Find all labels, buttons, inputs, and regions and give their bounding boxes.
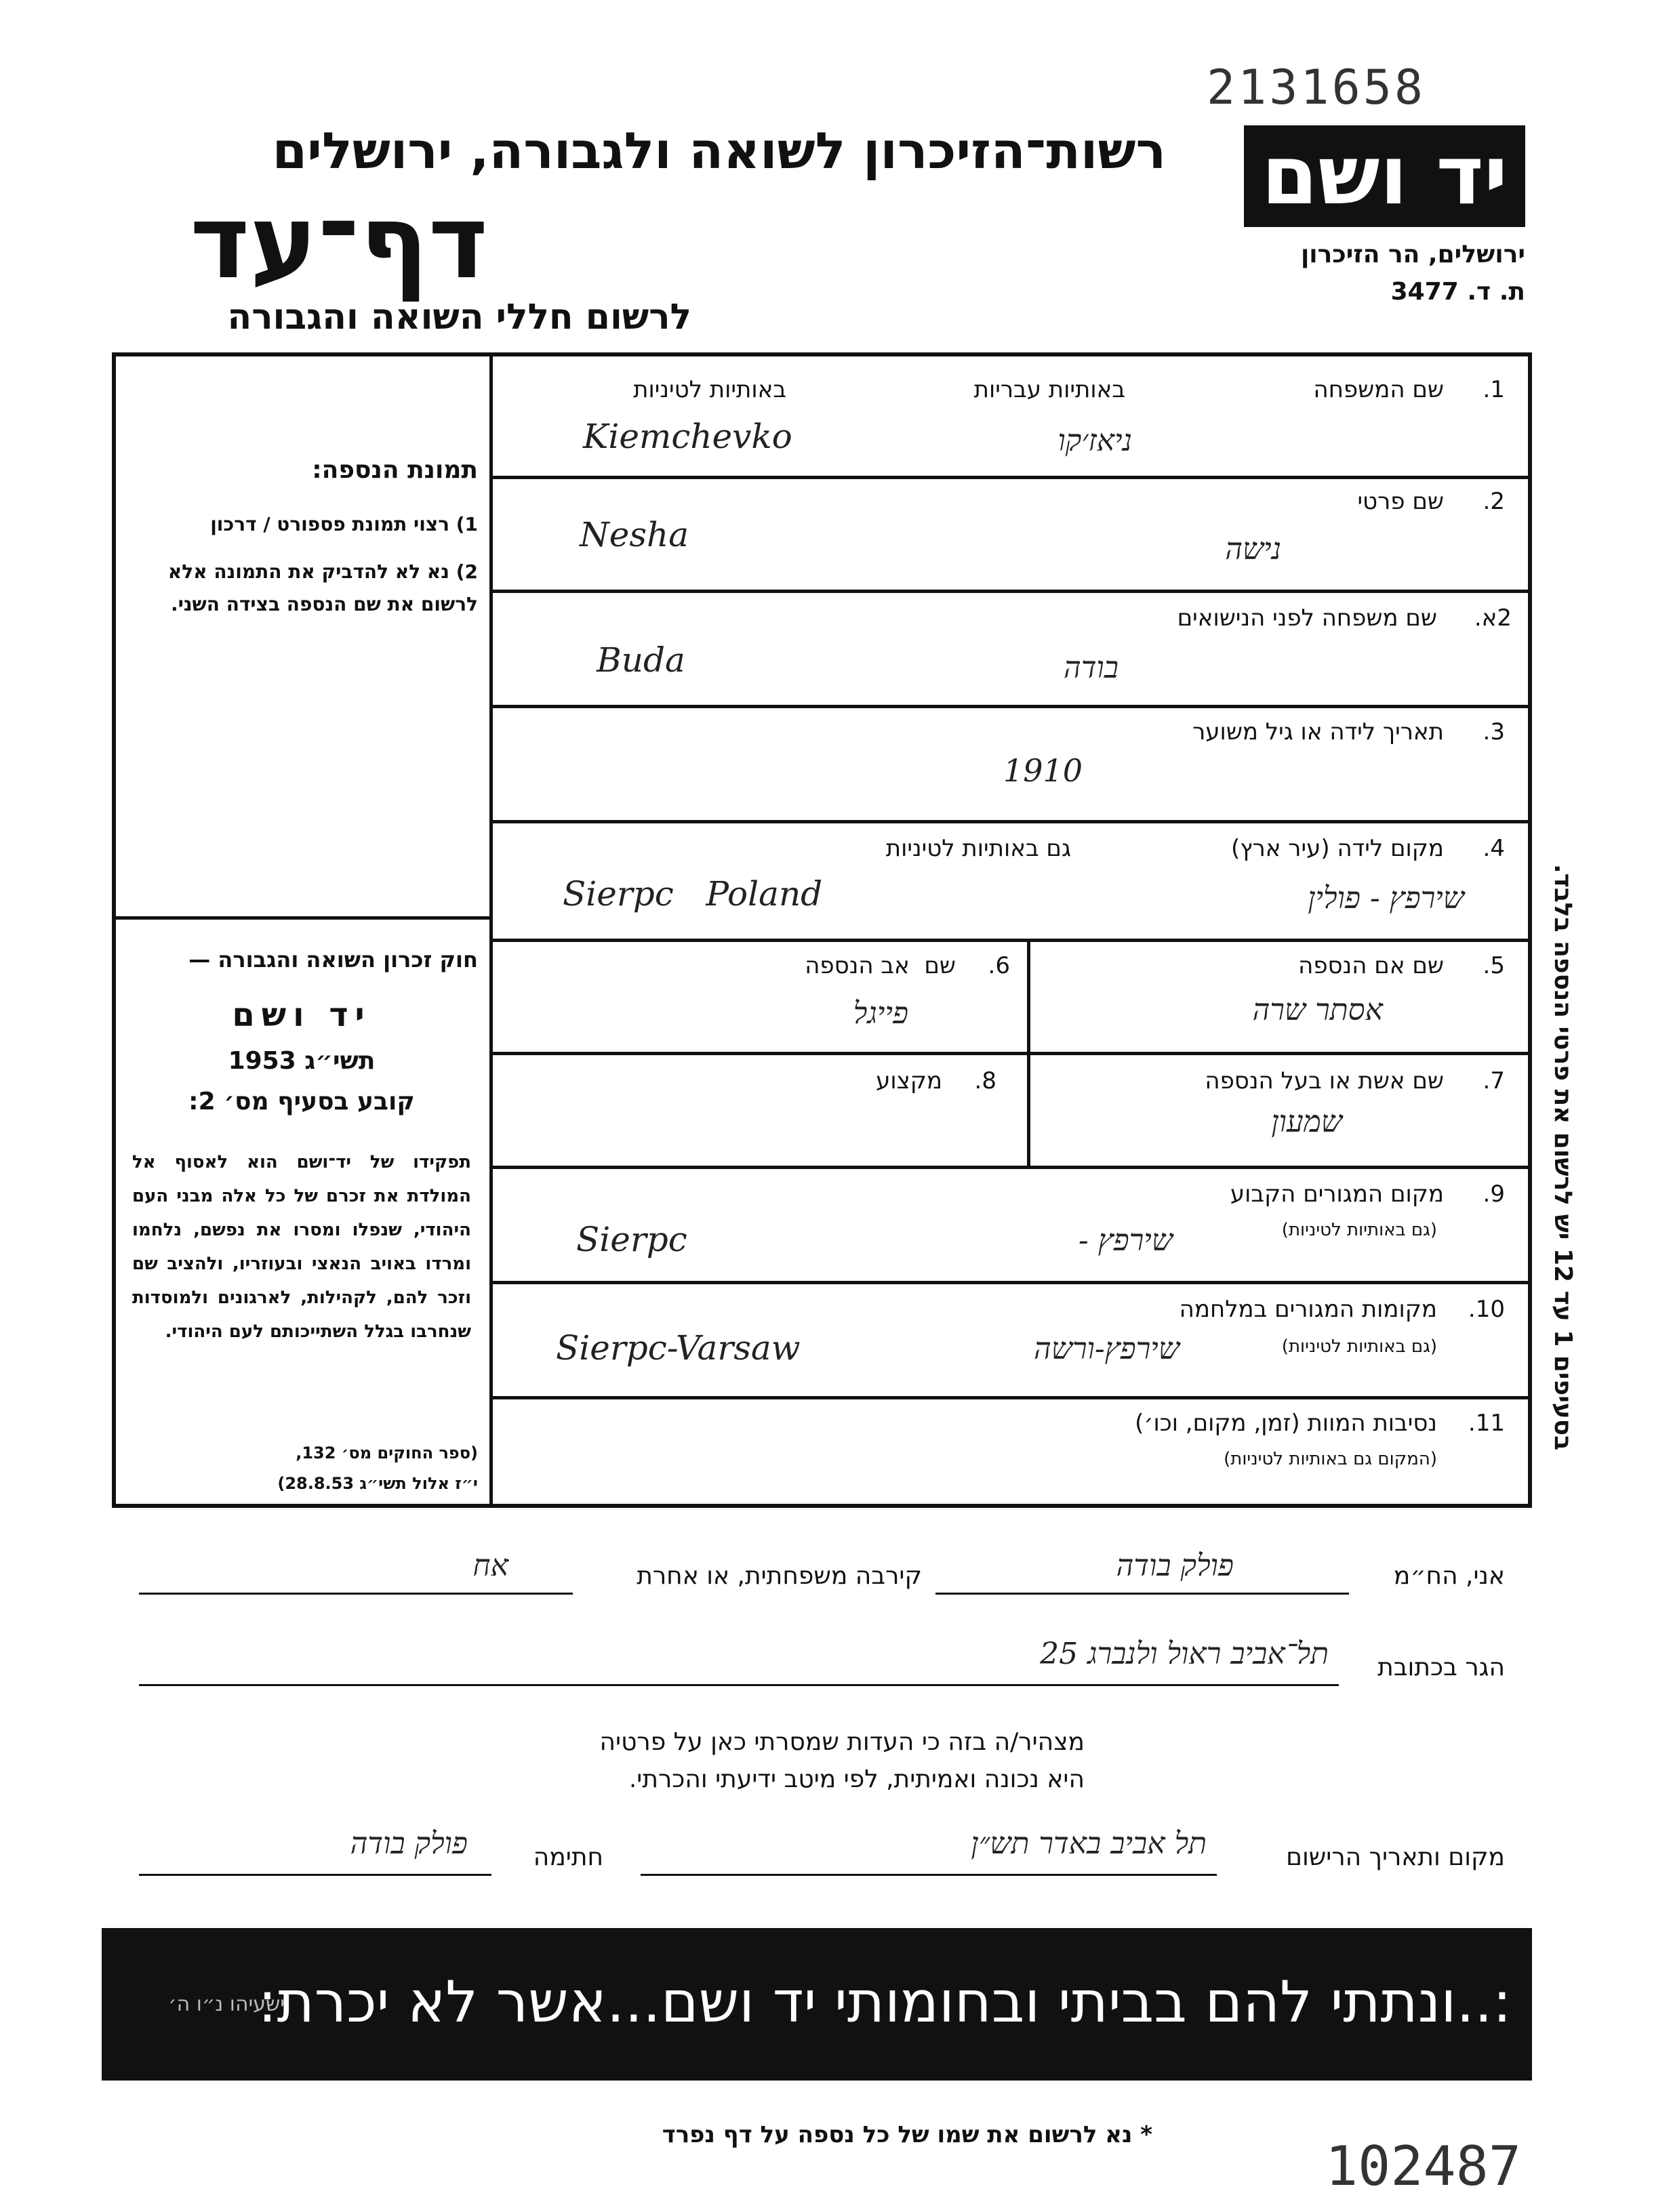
- field-2a-label: שם משפחה לפני הנישואים: [1177, 605, 1437, 632]
- row-divider: [489, 1396, 1532, 1399]
- banner-quote: :..ונתתי להם בביתי ובחומותי יד ושם...אשר לא יכרת:: [258, 1969, 1512, 2035]
- relation-line: [139, 1593, 573, 1595]
- row-divider: [489, 705, 1532, 708]
- field-9-value-latin[interactable]: Sierpc: [576, 1220, 687, 1259]
- place-date-line: [641, 1874, 1217, 1876]
- field-4-latin-note: גם באותיות לטיניות: [885, 835, 1071, 862]
- field-10-number: 10.: [1468, 1296, 1505, 1323]
- field-1-col-hebrew: באותיות עבריות: [973, 376, 1125, 403]
- field-8-label: מקצוע: [876, 1067, 942, 1094]
- field-10-value-latin[interactable]: Sierpc-Varsaw: [556, 1328, 801, 1368]
- field-2-number: 2.: [1483, 488, 1505, 515]
- row-divider: [489, 1281, 1532, 1284]
- row-divider: [489, 476, 1532, 479]
- field-10-label: מקומות המגורים במלחמה: [1179, 1296, 1437, 1323]
- field-2a-number: 2א.: [1474, 605, 1512, 632]
- place-date-label: מקום ותאריך הרישום: [1286, 1843, 1505, 1871]
- field-1-col-latin: באותיות לטיניות: [633, 376, 786, 403]
- field-5-value[interactable]: אסתר שרה: [1252, 993, 1383, 1027]
- row-divider: [489, 1052, 1532, 1055]
- authority-title: רשות־הזיכרון לשואה ולגבורה, ירושלים: [272, 122, 1166, 180]
- footer-note: * נא לרשום את שמו של כל נספה על דף נפרד: [662, 2121, 1152, 2148]
- field-2a-value-hebrew[interactable]: בודה: [1064, 651, 1118, 685]
- signature-value[interactable]: פולק בודה: [350, 1826, 468, 1861]
- field-11-latin-note: (המקום גם באותיות לטיניות): [1224, 1449, 1437, 1469]
- field-6-number: 6.: [988, 952, 1010, 979]
- law-source-date: י״ז אלול תשי״ג 28.8.53): [277, 1474, 478, 1493]
- field-9-latin-note: (גם באותיות לטיניות): [1281, 1220, 1437, 1240]
- banner-source: ישעיהו נ״ו ה׳: [168, 1992, 285, 2016]
- photo-note-1: 1) רצוי תמונת פספורט / דרכון: [210, 513, 478, 535]
- relation-label: קירבה משפחתית, או אחרת: [637, 1562, 922, 1590]
- field-6-value[interactable]: פייגל: [853, 996, 908, 1031]
- field-7-number: 7.: [1483, 1067, 1505, 1094]
- row-divider: [489, 939, 1532, 942]
- field-2-label: שם פרטי: [1357, 488, 1444, 515]
- row-divider: [489, 820, 1532, 823]
- field-7-value[interactable]: שמעון: [1271, 1105, 1342, 1139]
- field-11-number: 11.: [1468, 1410, 1505, 1437]
- field-8-number: 8.: [974, 1067, 996, 1094]
- field-5-label: שם אם הנספה: [1298, 952, 1444, 979]
- field-1-label: שם המשפחה: [1313, 376, 1444, 403]
- field-4-value-latin[interactable]: Sierpc Poland: [563, 874, 823, 914]
- photo-note-2: 2) נא לא להדביק את התמונה אלא לרשום את שם הנספה בצידה השני.: [167, 560, 478, 615]
- field-9-value-hebrew[interactable]: שירפץ -: [1078, 1223, 1173, 1258]
- declarant-line: [935, 1593, 1349, 1595]
- place-date-value[interactable]: תל אביב באדר תש״ן: [971, 1826, 1207, 1861]
- field-7-label: שם אשת או בעל הנספה: [1205, 1067, 1444, 1094]
- law-source: (ספר החוקים מס׳ 132,: [296, 1443, 478, 1462]
- side-note: בסעיפים 1 עד 12 יש לרשום את פרטי הנספה בלבד.: [1549, 863, 1577, 1450]
- photo-title: תמונת הנספה:: [312, 456, 478, 484]
- signature-label: חתימה: [533, 1843, 603, 1871]
- field-1-value-latin[interactable]: Kiemchevko: [583, 417, 792, 456]
- yad-vashem-logo: יד ושם: [1244, 125, 1525, 227]
- logo-address: ירושלים, הר הזיכרון: [1300, 241, 1525, 268]
- page-title: דף־עד: [190, 184, 488, 302]
- document-number: 2131658: [1207, 60, 1426, 115]
- law-clause: קובע בסעיף מס׳ 2:: [188, 1088, 415, 1115]
- row-divider: [489, 590, 1532, 593]
- field-10-value-hebrew[interactable]: שירפץ-ורשה: [1034, 1332, 1180, 1366]
- row-divider: [489, 1166, 1532, 1169]
- field-4-label: מקום לידה (עיר ארץ): [1230, 835, 1444, 862]
- left-column-divider: [489, 352, 493, 1504]
- left-split-line: [112, 916, 491, 920]
- field-1-number: 1.: [1483, 376, 1505, 403]
- field-4-value-hebrew[interactable]: שירפץ - פולין: [1308, 881, 1464, 916]
- logo-po-box: ת. ד. 3477: [1390, 278, 1525, 306]
- address-line: [139, 1684, 1339, 1686]
- field-2-value-hebrew[interactable]: נישה: [1225, 532, 1281, 567]
- field-5-number: 5.: [1483, 952, 1505, 979]
- field-9-number: 9.: [1483, 1181, 1505, 1208]
- declarant-label: אני, הח״מ: [1393, 1562, 1505, 1590]
- field-9-label: מקום המגורים הקבוע: [1230, 1181, 1444, 1208]
- law-text: תפקידו של יד־ושם הוא לאסוף אל המולדת את זכרם של כל אלה מבני העם היהודי, שנפלו ומסרו את נפשם, נלחמו ומרדו באויב הנאצי ובעוזריו, ולהציב שם וזכר להם, לקהילות, לארגונים ולמוסדות שנחרבו בגלל השתייכותם לעם היהודי.: [132, 1152, 471, 1342]
- declaration-statement-1: מצהיר/ה בזה כי העדות שמסרתי כאן על פרטיה: [599, 1728, 1085, 1756]
- field-10-latin-note: (גם באותיות לטיניות): [1281, 1336, 1437, 1357]
- relation-value[interactable]: אח: [472, 1549, 508, 1583]
- law-heading: חוק זכרון השואה והגבורה —: [188, 947, 478, 972]
- field-3-number: 3.: [1483, 718, 1505, 745]
- law-year: תשי״ג 1953: [228, 1047, 376, 1075]
- declaration-statement-2: היא נכונה ואמיתית, לפי מיטב ידיעתי והכרתי.: [628, 1765, 1085, 1793]
- field-4-number: 4.: [1483, 835, 1505, 862]
- archive-number: 102487: [1325, 2135, 1521, 2198]
- signature-line: [139, 1874, 491, 1876]
- field-11-label: נסיבות המוות (זמן, מקום, וכו׳): [1135, 1410, 1437, 1437]
- field-3-label: תאריך לידה או גיל משוער: [1192, 718, 1444, 745]
- law-name: יד ושם: [232, 996, 371, 1034]
- page-subtitle: לרשום חללי השואה והגבורה: [227, 297, 691, 337]
- declarant-name[interactable]: פולק בודה: [1116, 1549, 1234, 1583]
- field-6-label: שם אב הנספה: [805, 952, 956, 979]
- row-split-divider: [1027, 939, 1030, 1169]
- field-2a-value-latin[interactable]: Buda: [597, 640, 685, 680]
- field-3-value[interactable]: 1910: [1003, 752, 1083, 789]
- quote-banner: [102, 1928, 1532, 2081]
- address-label: הגר בכתובת: [1377, 1654, 1505, 1681]
- field-2-value-latin[interactable]: Nesha: [580, 515, 689, 554]
- field-1-value-hebrew[interactable]: ניאז׳קו: [1057, 424, 1132, 458]
- address-value[interactable]: תל־אביב ראול ולנברג 25: [1040, 1637, 1329, 1671]
